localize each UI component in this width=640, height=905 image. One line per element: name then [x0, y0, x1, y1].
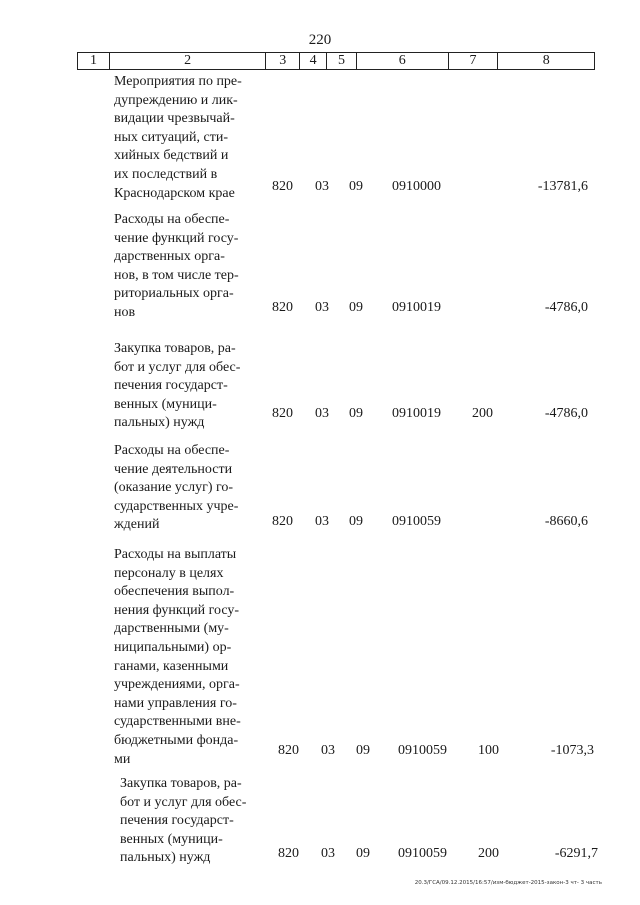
column-header-6: 6 [357, 53, 449, 69]
row-amount: -4786,0 [544, 406, 588, 421]
row-subsection-code: 09 [356, 743, 370, 758]
row-section-code: 03 [315, 179, 329, 194]
row-amount: -1073,3 [550, 743, 594, 758]
column-header-5: 5 [327, 53, 357, 69]
row-section-code: 03 [321, 846, 335, 861]
row-gr-code: 820 [272, 514, 293, 529]
row-gr-code: 820 [272, 179, 293, 194]
column-header-1: 1 [78, 53, 110, 69]
row-expense-type: 200 [472, 406, 493, 421]
column-header-3: 3 [266, 53, 300, 69]
row-section-code: 03 [321, 743, 335, 758]
column-header-8: 8 [542, 53, 550, 68]
row-target-code: 0910019 [392, 300, 441, 315]
footer-note: 20.3/ГСА/09.12.2015/16:57/изм-бюджет-2015-закон-3 чт- 3 часть [414, 880, 602, 886]
row-section-code: 03 [315, 406, 329, 421]
row-subsection-code: 09 [349, 300, 363, 315]
row-section-code: 03 [315, 514, 329, 529]
row-gr-code: 820 [278, 846, 299, 861]
row-amount: -6291,7 [554, 846, 598, 861]
row-target-code: 0910059 [398, 846, 447, 861]
row-amount: -8660,6 [544, 514, 588, 529]
row-section-code: 03 [315, 300, 329, 315]
row-gr-code: 820 [278, 743, 299, 758]
row-amount: -4786,0 [544, 300, 588, 315]
row-expense-type: 100 [478, 743, 499, 758]
row-subsection-code: 09 [349, 406, 363, 421]
column-header-4: 4 [300, 53, 327, 69]
row-amount: -13781,6 [537, 179, 588, 194]
row-expense-type: 200 [478, 846, 499, 861]
row-description: Расходы на выплаты персоналу в целях обеспечения выпол- нения функций госу- дарственными (му- ниципальными) ор- ганами, казенными учреждениями, орга- нами управления го- сударственными вне- бюджетными фонда- ми [114, 547, 241, 767]
row-target-code: 0910059 [398, 743, 447, 758]
row-description: Расходы на обеспе- чение деятельности (оказание услуг) го- сударственных учре- ждений [114, 443, 239, 533]
row-description: Мероприятия по пре- дупреждению и лик- видации чрезвычай- ных ситуаций, сти- хийных бедствий и их последствий в Краснодарском крае [114, 74, 242, 201]
row-gr-code: 820 [272, 300, 293, 315]
row-subsection-code: 09 [349, 514, 363, 529]
row-description: Расходы на обеспе- чение функций госу- дарственных орга- нов, в том числе тер- риториальных орга- нов [114, 212, 239, 320]
row-target-code: 0910019 [392, 406, 441, 421]
column-header-row [77, 52, 595, 70]
row-subsection-code: 09 [349, 179, 363, 194]
row-description: Закупка товаров, ра- бот и услуг для обес- печения государст- венных (муници- пальных) нужд [114, 341, 241, 431]
page-number: 220 [308, 32, 332, 48]
row-target-code: 0910000 [392, 179, 441, 194]
row-description: Закупка товаров, ра- бот и услуг для обес- печения государст- венных (муници- пальных) нужд [120, 776, 247, 866]
row-subsection-code: 09 [356, 846, 370, 861]
column-header-2: 2 [110, 53, 266, 69]
column-header-7: 7 [449, 53, 499, 69]
row-gr-code: 820 [272, 406, 293, 421]
row-target-code: 0910059 [392, 514, 441, 529]
